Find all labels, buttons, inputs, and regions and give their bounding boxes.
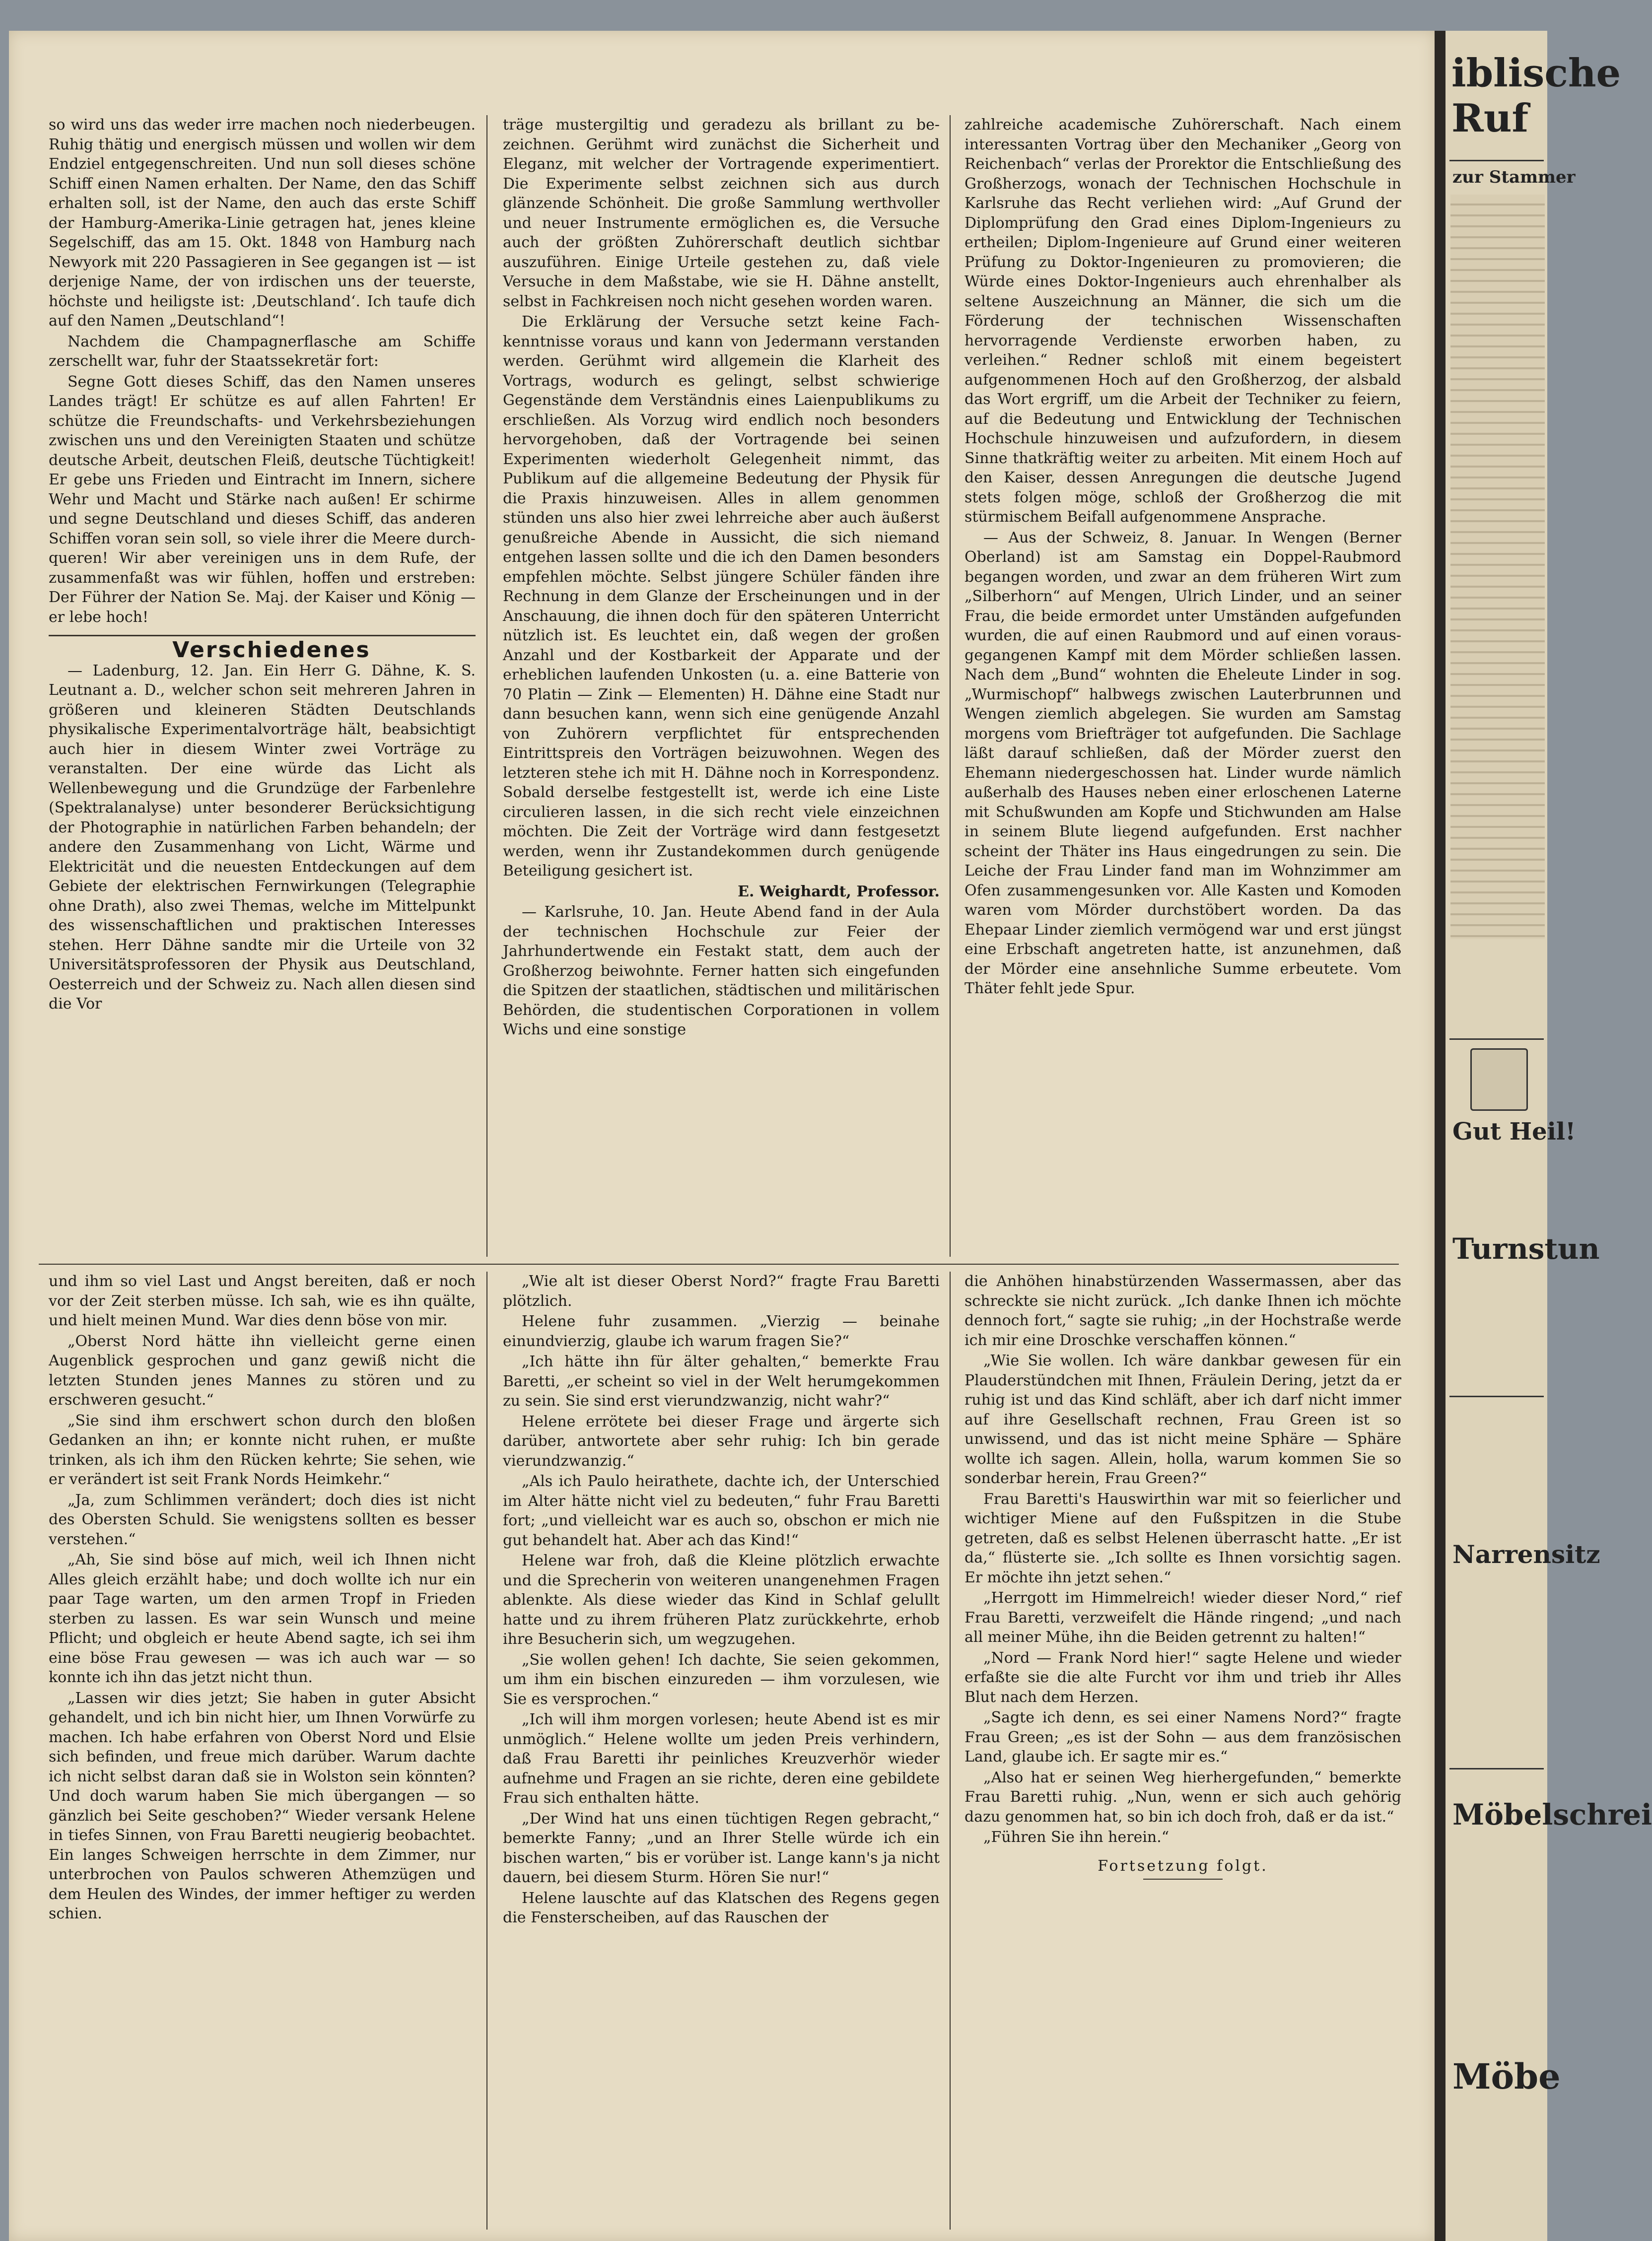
story-paragraph: „Also hat er seinen Weg hierhergefunden,“ bemerkte Frau Baretti ruhig. „Nun, wenn er sich auch gehörig dazu genommen hat, so bin ich doch froh, daß er da ist.“ — [964, 1768, 1401, 1826]
story-paragraph: „Ich hätte ihn für älter gehalten,“ bemerkte Frau Baretti, „er scheint so viel in der Welt herumgekommen zu sein. Sie sind erst vierundzwanzig, nicht wahr?“ — [503, 1353, 940, 1410]
story-paragraph: Frau Baretti's Hauswirthin war mit so feierlicher und wichtiger Miene auf den Fußspitzen in die Stube getreten, daß es selbst Helenen überrascht hatte. „Er ist da,“ flüsterte sie. „Ich sollte es Ihnen vorsichtig sagen. Er möchte ihn jetzt sehen.“ — [964, 1490, 1401, 1586]
story-paragraph: „Sie sind ihm erschwert schon durch den bloßen Gedanken an ihn; er konnte nicht ruhen, er mußte trinken, als ich ihm den Rücken kehrte; Sie sehen, wie er verändert ist seit Frank Nords Heimkehr.“ — [49, 1412, 476, 1488]
column-3 — [964, 115, 1401, 1000]
adjacent-rule — [1449, 1396, 1544, 1397]
newspaper-page — [9, 31, 1435, 2241]
adjacent-turnstunde: Turnstun — [1452, 1232, 1600, 1266]
article-paragraph: träge mustergiltig und geradezu als brillant zu bezeichnen. Gerühmt wird zunächst die Sicherheit und Eleganz, mit welcher der Vortragende experimentiert. Die Experimente selbst zeichnen sich aus durch glänzende Schönheit. Die große Sammlung werthvoller und neuer Instrumente ermöglichen es, die Versuche auch der größten Zuhörerschaft deutlich sichtbar auszuführen. Einige Urteile gestehen zu, daß viele Versuche in dem Maßstabe, wie sie H. Dähne anstellt, selbst in Fachkreisen noch nicht gesehen worden waren. — [503, 116, 940, 310]
story-paragraph: „Als ich Paulo heirathete, dachte ich, der Unterschied im Alter hätte nicht viel zu bedeuten,“ fuhr Frau Baretti fort; „und vielleicht war es auch so, obschon er mich nie gut behandelt hat. Aber ach das Kind!“ — [503, 1473, 940, 1549]
book-spine — [1435, 31, 1446, 2241]
adjacent-notice-text — [1450, 195, 1545, 939]
adjacent-page — [1446, 31, 1652, 2241]
adjacent-rule — [1449, 160, 1544, 161]
adjacent-moebel: Möbelschrei — [1452, 1798, 1652, 1832]
section-heading: Verschiedenes — [172, 637, 371, 663]
story-paragraph: „Sie wollen gehen! Ich dachte, Sie seien gekommen, um ihm ein bischen einzureden — ihm vorzulesen, wie Sie es versprochen.“ — [503, 1651, 940, 1708]
article-paragraph: Nachdem die Champagnerflasche am Schiffe zerschellt war, fuhr der Staatssekretär fort: — [49, 333, 476, 370]
story-paragraph: „Der Wind hat uns einen tüchtigen Regen gebracht,“ bemerkte Fanny; „und an Ihrer Stelle würde ich ein bischen warten,“ bis er vorüber ist. Lange kann's ja nicht dauern, bei diesem Sturm. Hören Sie nur!“ — [503, 1810, 940, 1886]
column-2 — [503, 115, 940, 1041]
feuilleton-rule-1 — [486, 1272, 487, 2230]
story-paragraph: „Herrgott im Himmelreich! wieder dieser Nord,“ rief Frau Baretti, verzweifelt die Hände ringend; „und nach all meiner Mühe, ihn die Beiden getrennt zu halten!“ — [964, 1589, 1401, 1646]
feuilleton-column-2 — [503, 1272, 940, 1929]
continuation-note: Fortsetzung folgt. — [1098, 1857, 1268, 1875]
story-paragraph: „Lassen wir dies jetzt; Sie haben in guter Absicht gehandelt, und ich bin nicht hier, um Ihnen Vorwürfe zu machen. Ich habe erfahren von Oberst Nord und Elsie sich befinden, und freue mich darüber. Warum dachte ich nicht selbst daran daß sie in Wolston sein könnten? Und doch warum haben Sie mich übergangen — so gänzlich bei Seite geschoben?“ Wieder versank Helene in tiefes Sinnen, von Frau Baretti neugierig beobachtet. Ein langes Schweigen herrschte in dem Zimmer, nur unterbrochen von Paulos schweren Athemzügen und dem Heulen des Windes, der immer heftiger zu werden schien. — [49, 1689, 476, 1922]
adjacent-moebel-2: Möbe — [1452, 2056, 1561, 2097]
story-paragraph: Helene errötete bei dieser Frage und ärgerte sich darüber, antwortete aber sehr ruhig: Ich bin gerade vierundzwanzig.“ — [503, 1413, 940, 1470]
story-paragraph: Helene fuhr zusammen. „Vierzig — beinahe einundvierzig, glaube ich warum fragen Sie?“ — [503, 1313, 940, 1350]
turner-emblem-icon — [1470, 1048, 1528, 1111]
story-paragraph: und ihm so viel Last und Angst bereiten, daß er noch vor der Zeit sterben müsse. Ich sah, wie es ihn quälte, und hielt meinen Mund. War dies denn böse von mir. — [49, 1273, 476, 1329]
story-paragraph: „Ich will ihm morgen vorlesen; heute Abend ist es mir unmöglich.“ Helene wollte um jeden Preis verhindern, daß Frau Baretti ihr peinliches Kreuzverhör wieder aufnehme und Fragen an sie richte, deren eine gebildete Frau sich enthalten hätte. — [503, 1711, 940, 1807]
article-paragraph: Die Erklärung der Versuche setzt keine Fachkenntnisse voraus und kann von Jedermann verstanden werden. Gerühmt wird allgemein die Klarheit des Vortrags, wodurch es gelingt, selbst schwierige Gegenstände dem Verständnis eines Laienpublikums zu erschließen. Als Vorzug wird endlich noch besonders hervorgehoben, daß der Vortragende bei seinen Experimenten wiederholt Gelegenheit nimmt, das Publikum auf die allgemeine Bedeutung der Physik für die Praxis hinzuweisen. Alles in allem genommen stünden uns also hier zwei lehrreiche aber auch äußerst genußreiche Abende in Aussicht, die sich niemand entgehen lassen sollte und die ich den Damen besonders empfehlen möchte. Selbst jüngere Schüler fänden ihre Rechnung in dem Glanze der Erscheinungen und in der Anschauung, die ihnen doch für den späteren Unterricht nützlich ist. Es leuchtet ein, daß wegen der großen Anzahl und der Kostbarkeit der Apparate und der erheblichen laufenden Unkosten (u. a. eine Batterie von 70 Platin — Zink — Elementen) H. Dähne eine Stadt nur dann besuchen kann, wenn sich eine genügende Anzahl von Zuhörern verpflichtet für entsprechenden Eintrittspreis den Vorträgen beizuwohnen. Wegen des letzteren stehe ich mit H. Dähne noch in Korrespondenz. Sobald derselbe festgestellt ist, werde ich eine Liste circulieren lassen, in die sich recht viele einzeichnen möchten. Die Zeit der Vorträge wird dann festgesetzt werden, wenn ihr Zustandekommen durch genügende Beteiligung gesichert ist. — [503, 313, 940, 880]
story-paragraph: „Nord — Frank Nord hier!“ sagte Helene und wieder erfaßte sie die alte Furcht vor ihm und trieb ihr Alles Blut nach dem Herzen. — [964, 1649, 1401, 1706]
column-1 — [49, 115, 476, 1015]
story-paragraph: „Sagte ich denn, es sei einer Namens Nord?“ fragte Frau Green; „es ist der Sohn — aus dem französischen Land, glaube ich. Er sagte mir es.“ — [964, 1709, 1401, 1766]
feuilleton-rule-2 — [950, 1272, 951, 2230]
adjacent-masthead: iblische Ruf — [1451, 51, 1621, 141]
feuilleton-column-3 — [964, 1272, 1401, 1880]
news-paragraph: — Ladenburg, 12. Jan. Ein Herr G. Dähne, K. S. Leutnant a. D., welcher schon seit mehreren Jahren in größeren und kleineren Städten Deutschlands physikalische Experimentalvorträge hält, beabsichtigt auch hier in diesem Winter zwei Vorträge zu veranstalten. Der eine würde das Licht als Wellenbewegung und die Grundzüge der Farbenlehre (Spektralanalyse) unter besonderer Berücksichtigung der Photographie in natürlichen Farben behandeln; der andere den Zusammenhang von Licht, Wärme und Elektricität und die neuesten Entdeckungen auf dem Gebiete der elektrischen Fernwirkungen (Telegraphie ohne Drath), also zwei Themas, welche im Mittelpunkt des wissenschaftlichen und praktischen Interesses stehen. Herr Dähne sandte mir die Urteile von 32 Universitätsprofessoren der Physik aus Deutschland, Oesterreich und der Schweiz zu. Nach allen diesen sind die Vor — [49, 662, 476, 1013]
story-paragraph: „Ja, zum Schlimmen verändert; doch dies ist nicht des Obersten Schuld. Sie wenigstens sollten es besser verstehen.“ — [49, 1491, 476, 1548]
article-paragraph: zahlreiche academische Zuhörerschaft. Nach einem interessanten Vortrag über den Mechaniker „Georg von Reichenbach“ verlas der Prorektor die Entschließung des Großherzogs, wonach der Technischen Hochschule in Karlsruhe das Recht verliehen wird: „Auf Grund der Diplomprüfung den Grad eines Diplom-Ingenieurs zu ertheilen; Diplom-Ingenieure auf Grund einer weiteren Prüfung zu Doktor-Ingenieuren zu promovieren; die Würde eines Doktor-Ingenieurs auch ehrenhalber als seltene Auszeichnung an Männer, die sich um die Förderung der technischen Wissenschaften hervorragende Verdienste erworben haben, zu verleihen.“ Redner schloß mit einem begeistert aufgenommenen Hoch auf den Großherzog, der alsbald das Wort ergriff, um die Arbeit der Techniker zu feiern, auf die Bedeutung und Entwicklung der Technischen Hochschule hinzuweisen und aufzufordern, in diesem Sinne thatkräftig weiter zu arbeiten. Mit einem Hoch auf den Kaiser, dessen Anregungen die deutsche Jugend stets folgen möge, schloß der Großherzog die mit stürmischem Beifall aufgenommene Ansprache. — [964, 116, 1401, 526]
story-paragraph: die Anhöhen hinabstürzenden Wassermassen, aber das schreckte sie nicht zurück. „Ich danke Ihnen ich möchte dennoch fort,“ sagte sie ruhig; „in der Hochstraße werde ich mir eine Droschke verschaffen können.“ — [964, 1273, 1401, 1349]
adjacent-notice-header: zur Stammer — [1452, 167, 1576, 187]
story-paragraph: „Wie alt ist dieser Oberst Nord?“ fragte Frau Baretti plötzlich. — [503, 1273, 940, 1310]
story-paragraph: „Oberst Nord hätte ihn vielleicht gerne einen Augenblick gesprochen und ganz gewiß nicht die letzten Stunden jenes Mannes zu stören und zu erschweren gesucht.“ — [49, 1332, 476, 1409]
column-rule-2 — [950, 115, 951, 1257]
story-paragraph: „Wie Sie wollen. Ich wäre dankbar gewesen für ein Plauderstündchen mit Ihnen, Fräulein Dering, jetzt da er ruhig ist und das Kind schläft, aber ich darf nicht immer auf ihre Gesellschaft rechnen, Frau Green ist so unwissend, und das ist nicht meine Sphäre — Sphäre wollte ich sagen. Allein, holla, warum kommen Sie so sonderbar herein, Frau Green?“ — [964, 1352, 1401, 1487]
article-paragraph: Segne Gott dieses Schiff, das den Namen unseres Landes trägt! Er schütze es auf allen Fahrten! Er schütze die Freundschafts- und Verkehrsbeziehungen zwischen uns und den Vereinigten Staaten und schütze deutsche Arbeit, deutschen Fleiß, deutsche Tüchtigkeit! Er gebe uns Frieden und Eintracht im Innern, sichere Wehr und Macht und Stärke nach außen! Er schirme und segne Deutschland und dieses Schiff, das anderen Schiffen voran sein soll, so viele ihrer die Meere durchqueren! Wir aber vereinigen uns in dem Rufe, der zusammenfaßt was wir fühlen, hoffen und erstreben: Der Führer der Nation Se. Maj. der Kaiser und König — er lebe hoch! — [49, 373, 476, 626]
section-rule — [49, 635, 476, 636]
author-signature: E. Weighardt, Professor. — [738, 883, 940, 900]
news-paragraph: — Karlsruhe, 10. Jan. Heute Abend fand in der Aula der technischen Hochschule zur Feier der Jahrhundertwende ein Festakt statt, dem auch der Großherzog beiwohnte. Ferner hatten sich eingefunden die Spitzen der staatlichen, städtischen und militärischen Behörden, die studentischen Corporationen in vollem Wichs und eine sonstige — [503, 903, 940, 1038]
story-paragraph: Helene lauschte auf das Klatschen des Regens gegen die Fensterscheiben, auf das Rauschen der — [503, 1889, 940, 1926]
news-paragraph: — Aus der Schweiz, 8. Januar. In Wengen (Berner Oberland) ist am Samstag ein Doppel-Raubmord begangen worden, und zwar an dem früheren Wirt zum „Silberhorn“ auf Mengen, Ulrich Linder, und an seiner Frau, die beide ermordet unter Umständen aufgefunden wurden, die auf einen Raubmord und auf einen vorausgegangenen Kampf mit dem Mörder schließen lassen. Nach dem „Bund“ wohnten die Eheleute Linder in sog. „Wurmischopf“ halbwegs zwischen Lauterbrunnen und Wengen ziemlich abgelegen. Sie wurden am Samstag morgens vom Briefträger tot aufgefunden. Die Sachlage läßt darauf schließen, daß der Mörder zuerst den Ehemann niedergeschossen hat. Linder wurde nämlich außerhalb des Hauses neben einer erloschenen Laterne mit Schußwunden am Kopfe und Stichwunden am Halse in seinem Blute liegend aufgefunden. Erst nachher scheint der Thäter ins Haus eingedrungen zu sein. Die Leiche der Frau Linder fand man im Wohnzimmer am Ofen zusammengesunken vor. Alle Kasten und Komoden waren vom Mörder durchstöbert worden. Da das Ehepaar Linder ziemlich vermögend war und erst jüngst eine Erbschaft angetreten hatte, ist anzunehmen, daß der Mörder eine ansehnliche Summe erbeutete. Vom Thäter fehlt jede Spur. — [964, 529, 1401, 997]
adjacent-rule — [1449, 1038, 1544, 1040]
column-rule-1 — [486, 115, 487, 1257]
adjacent-narrensitz: Narrensitz — [1452, 1540, 1600, 1569]
story-paragraph: „Ah, Sie sind böse auf mich, weil ich Ihnen nicht Alles gleich erzählt habe; und doch wollte ich nur ein paar Tage warten, um den armen Tropf in Frieden sterben zu lassen. Es war sein Wunsch und meine Pflicht; und obgleich er heute Abend sagte, ich sei ihm eine böse Frau gewesen — was ich auch war — so konnte ich ihn das jetzt nicht thun. — [49, 1551, 476, 1686]
feuilleton-column-1 — [49, 1272, 476, 1925]
adjacent-rule — [1449, 1768, 1544, 1769]
feuilleton-rule — [39, 1264, 1399, 1265]
adjacent-gut-heil: Gut Heil! — [1452, 1118, 1576, 1146]
story-paragraph: Helene war froh, daß die Kleine plötzlich erwachte und die Sprecherin von weiteren unangenehmen Fragen ablenkte. Als diese wieder das Kind in Schlaf gelullt hatte und zu ihrem früheren Platz zurückkehrte, erhob ihre Besucherin sich, um wegzugehen. — [503, 1552, 940, 1648]
story-paragraph: „Führen Sie ihn herein.“ — [983, 1829, 1170, 1846]
end-rule — [1143, 1879, 1223, 1880]
article-paragraph: so wird uns das weder irre machen noch niederbeugen. Ruhig thätig und energisch müssen und wollen wir dem Endziel entgegenschreiten. Und nun soll dieses schöne Schiff einen Namen erhalten. Der Name, den das Schiff erhalten soll, ist der Name, den auch das erste Schiff der Hamburg-Amerika-Linie getragen hat, jenes kleine Segelschiff, das am 15. Okt. 1848 von Hamburg nach Newyork mit 220 Passagieren in See gegangen ist — ist derjenige Name, der von irdischen uns der teuerste, höchste und heiligste ist: ‚Deutschland‘. Ich taufe dich auf den Namen „Deutschland“! — [49, 116, 476, 330]
